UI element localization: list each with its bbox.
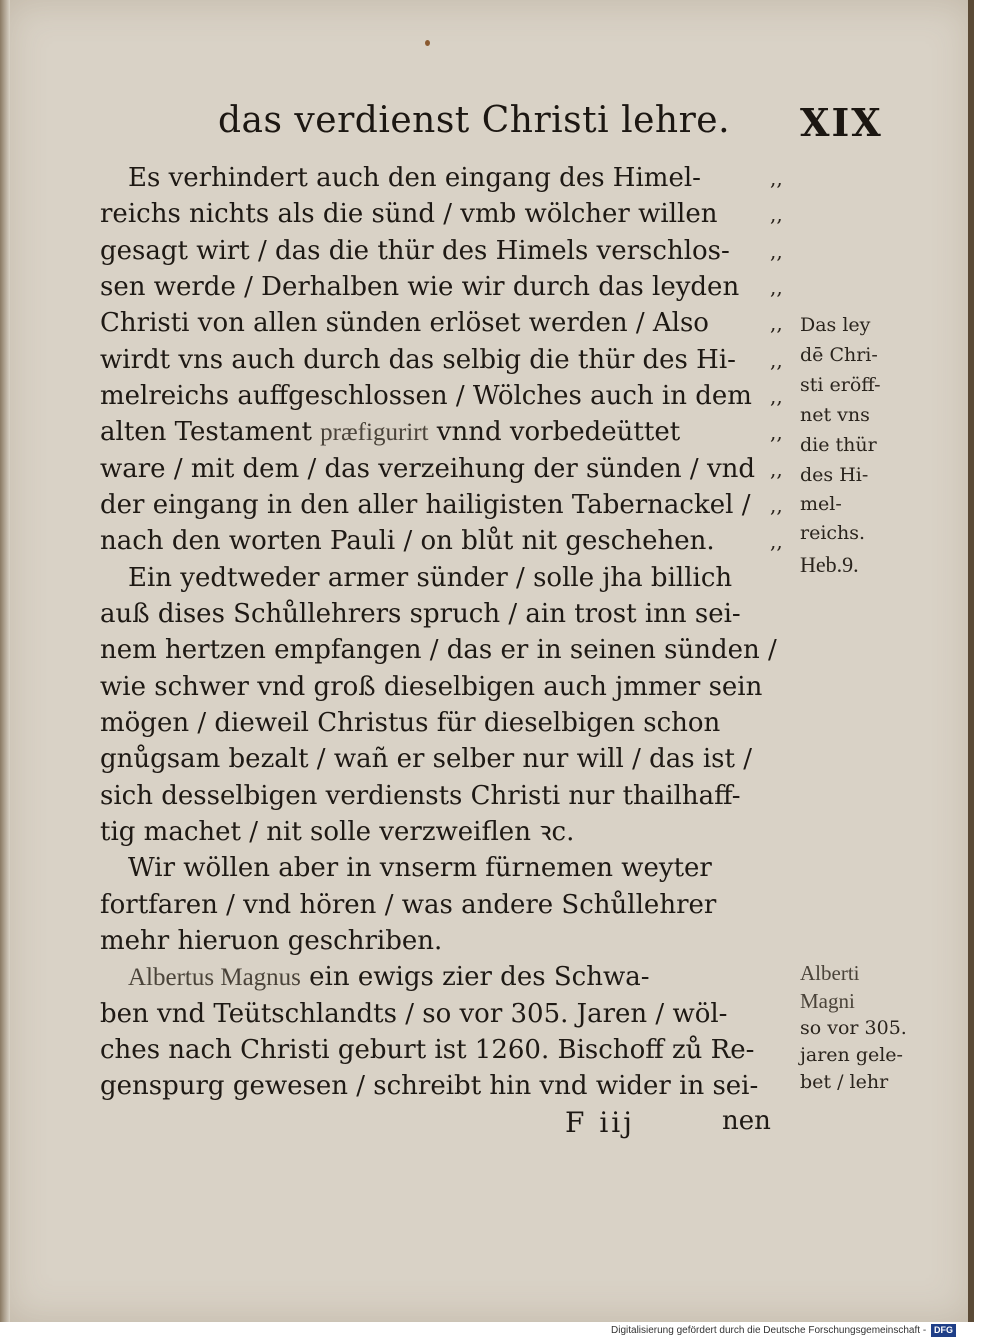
footer-text: Digitalisierung gefördert durch die Deutsche Forschungsgemeinschaft -: [611, 1325, 927, 1336]
quote-mark: ,,: [770, 275, 783, 299]
quote-mark: ,,: [770, 384, 783, 408]
running-head: das verdienst Christi lehre.: [218, 100, 731, 141]
dfg-logo: DFG: [931, 1324, 956, 1337]
quote-mark: ,,: [770, 420, 783, 444]
text-line: Wir wöllen aber in vnserm fürnemen weyter: [128, 853, 712, 883]
quote-mark: ,,: [770, 529, 783, 553]
margin-note-line: Alberti: [800, 961, 860, 985]
latin-term: præfigurirt: [320, 419, 429, 446]
margin-note-line: sti eröff-: [800, 374, 881, 396]
page-edge: [968, 0, 974, 1322]
margin-note-line: net vns: [800, 404, 870, 426]
margin-note-line: Heb.9.: [800, 552, 859, 577]
text-fragment: ein ewigs zier des Schwa-: [309, 962, 650, 992]
margin-note-line: Magni: [800, 989, 855, 1013]
text-line: tig machet / nit solle verzweiflen ꝛc.: [100, 817, 575, 847]
margin-note-line: bet / lehr: [800, 1071, 889, 1093]
text-line: melreichs auffgeschlossen / Wölches auch in dem: [100, 381, 752, 411]
margin-note-line: reichs.: [800, 522, 866, 544]
text-line: ben vnd Teütschlandts / so vor 305. Jaren / wöl-: [100, 999, 728, 1029]
quote-mark: ,,: [770, 202, 783, 226]
text-line: reichs nichts als die sünd / vmb wölcher willen: [100, 199, 718, 229]
text-line: ware / mit dem / das verzeihung der sünden / vnd: [100, 454, 756, 484]
margin-note-line: Das ley: [800, 314, 871, 336]
text-line: auß dises Schůllehrers spruch / ain trost inn sei-: [100, 599, 741, 629]
text-line: sich desselbigen verdiensts Christi nur thailhaff-: [100, 781, 741, 811]
text-line: nach den worten Pauli / on blůt nit geschehen.: [100, 526, 715, 556]
text-line: fortfaren / vnd hören / was andere Schůllehrer: [100, 890, 717, 920]
text-line: Ein yedtweder armer sünder / solle jha billich: [128, 563, 733, 593]
text-line: Es verhindert auch den eingang des Himel-: [128, 163, 701, 193]
folio-number: XIX: [800, 100, 883, 145]
margin-note-line: mel-: [800, 493, 842, 515]
signature-mark: F iij: [565, 1106, 635, 1139]
text-line: wirdt vns auch durch das selbig die thür des Hi-: [100, 345, 736, 375]
margin-note-line: des Hi-: [800, 464, 869, 486]
text-fragment: alten Testament: [100, 417, 321, 447]
quote-mark: ,,: [770, 166, 783, 190]
text-line: genspurg gewesen / schreibt hin vnd wider in sei-: [100, 1071, 759, 1101]
text-line: [100, 414, 790, 450]
text-line: mehr hieruon geschriben.: [100, 926, 443, 956]
quote-mark: ,,: [770, 493, 783, 517]
quote-mark: ,,: [770, 457, 783, 481]
text-line: wie schwer vnd groß dieselbigen auch jmmer sein: [100, 672, 763, 702]
text-line: der eingang in den aller hailigisten Tabernackel /: [100, 490, 751, 520]
digitization-footer: [611, 1322, 1000, 1339]
text-line: mögen / dieweil Christus für dieselbigen schon: [100, 708, 721, 738]
margin-note-line: jaren gele-: [800, 1044, 903, 1066]
text-line: Christi von allen sünden erlöset werden / Also: [100, 308, 709, 338]
margin-note-line: die thür: [800, 434, 877, 456]
latin-term: Albertus Magnus: [128, 964, 301, 991]
text-line: sen werde / Derhalben wie wir durch das leyden: [100, 272, 740, 302]
text-line: nem hertzen empfangen / das er in seinen sünden /: [100, 635, 777, 665]
text-line: gnůgsam bezalt / wañ er selber nur will / das ist /: [100, 744, 752, 774]
ink-speck: [425, 40, 430, 46]
text-line: [128, 959, 818, 995]
gutter-shadow: [0, 0, 10, 1322]
margin-note-line: so vor 305.: [800, 1017, 907, 1039]
quote-mark: ,,: [770, 311, 783, 335]
text-line: gesagt wirt / das die thür des Himels verschlos-: [100, 236, 730, 266]
catchword: nen: [722, 1106, 771, 1136]
text-line: ches nach Christi geburt ist 1260. Bischoff zů Re-: [100, 1035, 755, 1065]
quote-mark: ,,: [770, 239, 783, 263]
margin-note-line: dē Chri-: [800, 344, 878, 366]
quote-mark: ,,: [770, 348, 783, 372]
text-fragment: vnnd vorbedeüttet: [428, 417, 681, 447]
